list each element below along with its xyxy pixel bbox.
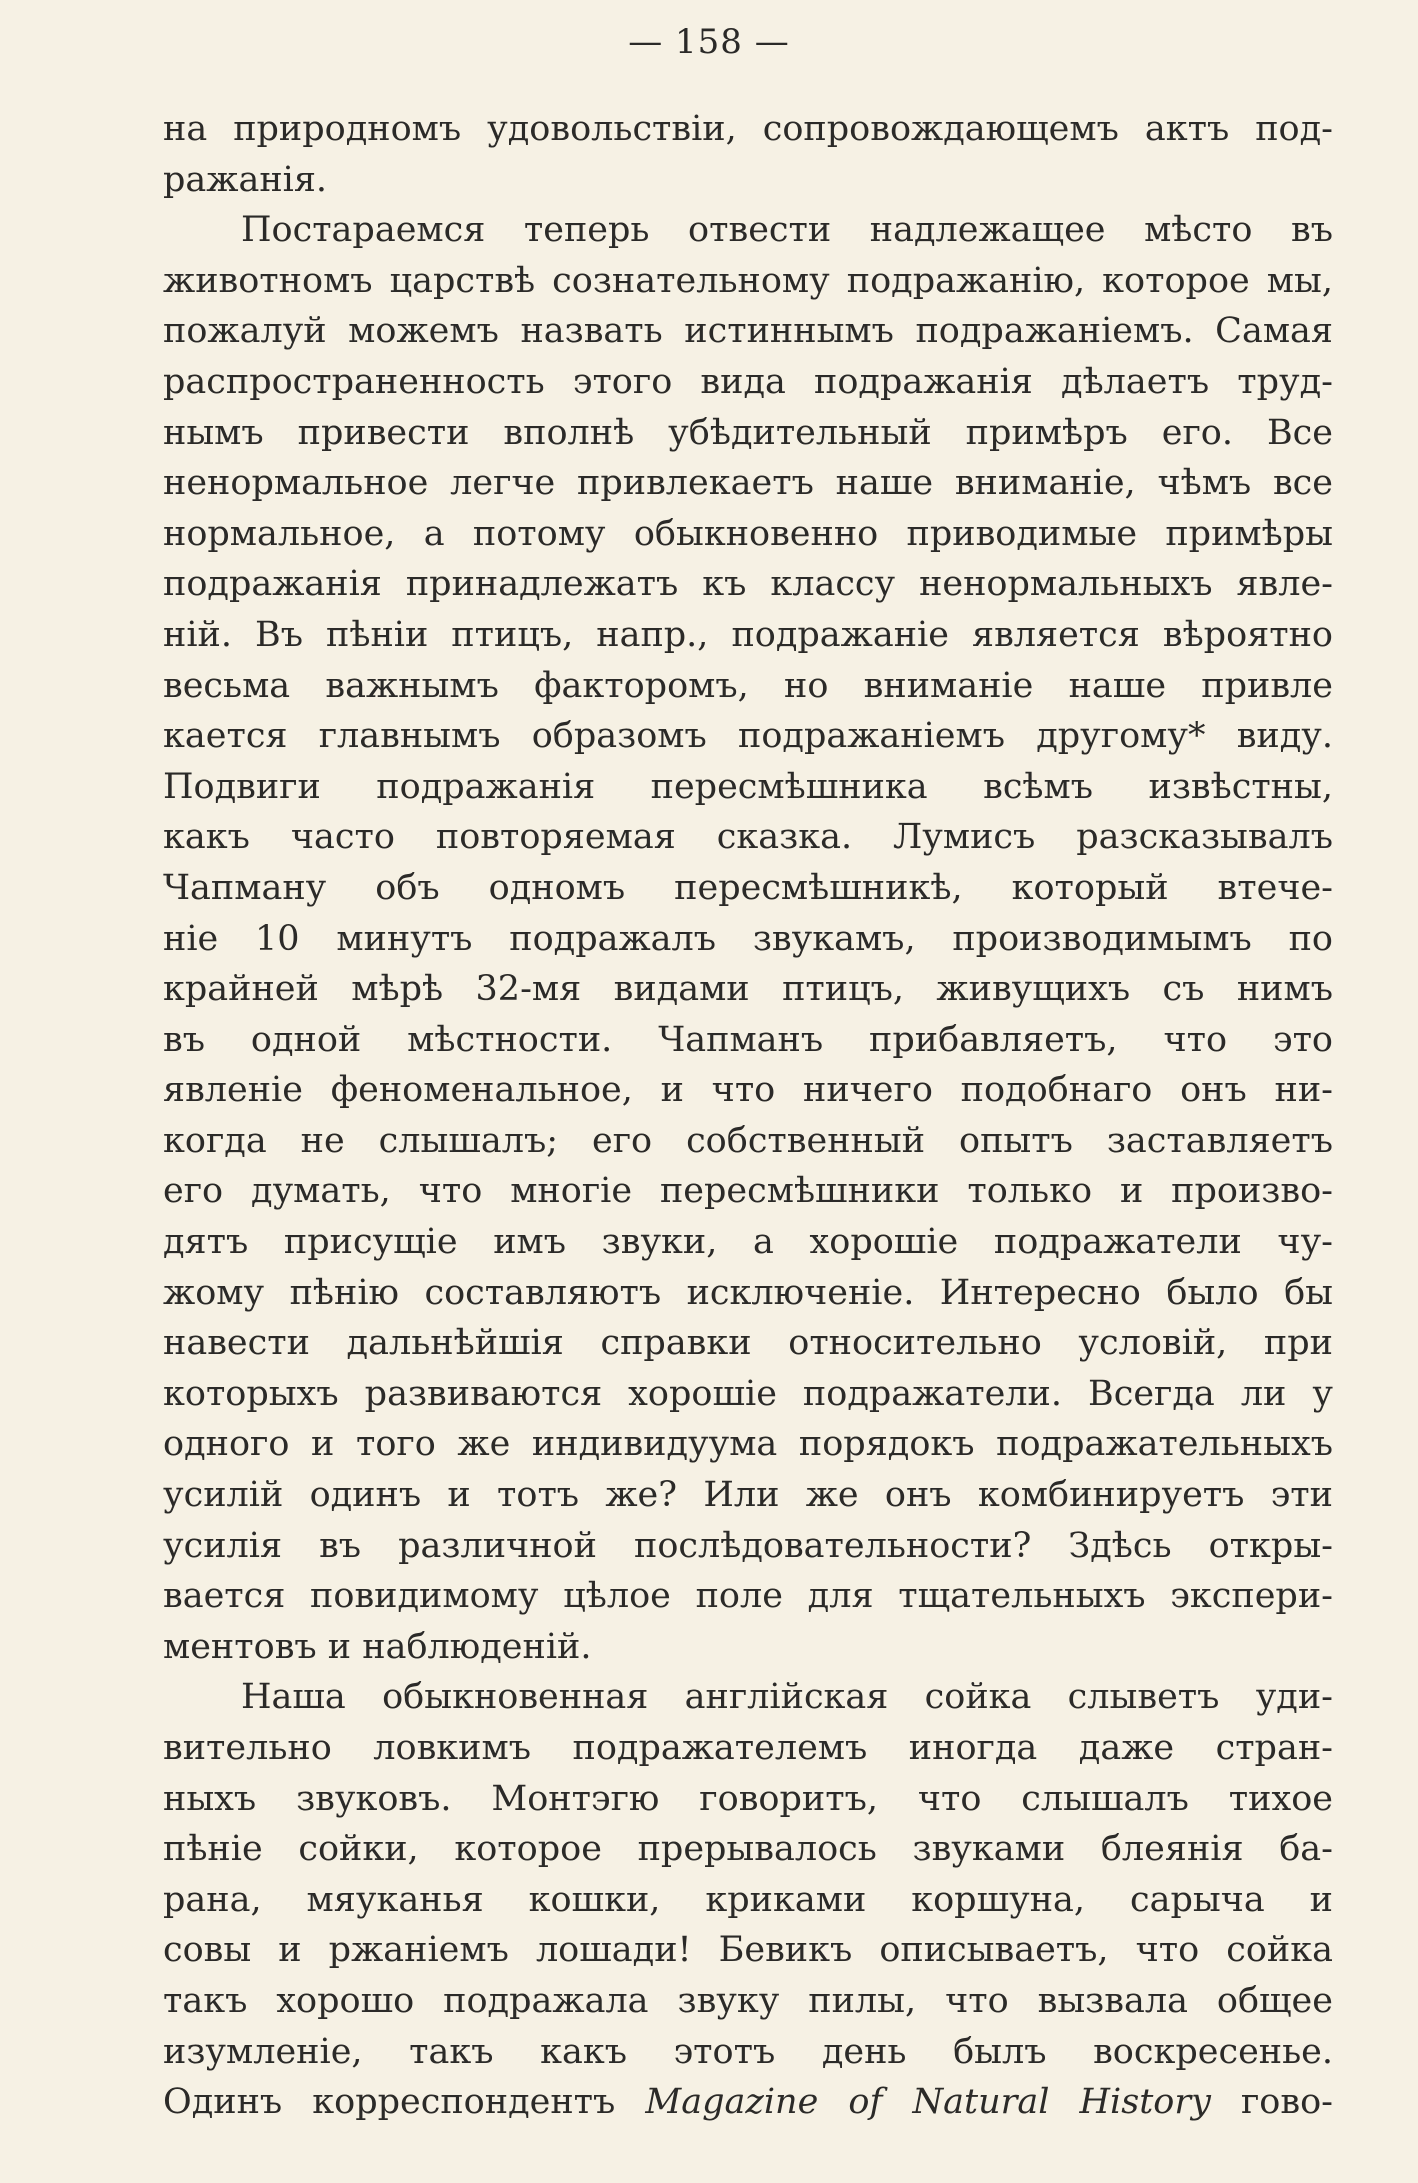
body-text <box>163 104 1333 2128</box>
text-line: его думать, что многіе пересмѣшники только и произво- <box>163 1171 1333 1212</box>
text-line: совы и ржаніемъ лошади! Бевикъ описываетъ, что сойка <box>163 1930 1333 1971</box>
text-line: которыхъ развиваются хорошіе подражатели. Всегда ли у <box>163 1373 1333 1414</box>
text-line: ній. Въ пѣніи птицъ, напр., подражаніе является вѣроятно <box>163 614 1333 655</box>
text-line: весьма важнымъ факторомъ, но вниманіе наше привле <box>163 665 1333 706</box>
text-line: навести дальнѣйшія справки относительно условій, при <box>163 1323 1333 1364</box>
text-line: усилій одинъ и тотъ же? Или же онъ комбинируетъ эти <box>163 1475 1333 1516</box>
text-line: жому пѣнію составляютъ исключеніе. Интересно было бы <box>163 1272 1333 1313</box>
text-line: ненормальное легче привлекаетъ наше вниманіе, чѣмъ все <box>163 463 1333 504</box>
text-line: такъ хорошо подражала звуку пилы, что вызвала общее <box>163 1980 1333 2021</box>
text-line: ражанія. <box>163 159 328 200</box>
text-line: пожалуй можемъ назвать истиннымъ подражаніемъ. Самая <box>163 311 1333 352</box>
text-line: вительно ловкимъ подражателемъ иногда даже стран- <box>163 1728 1333 1768</box>
text-line: дятъ присущіе имъ звуки, а хорошіе подражатели чу- <box>163 1222 1333 1263</box>
text-line: рана, мяуканья кошки, криками коршуна, сарыча и <box>163 1879 1333 1920</box>
final-line-after: гово- <box>1210 2082 1333 2123</box>
text-line: изумленіе, такъ какъ этотъ день былъ воскресенье. <box>163 2031 1333 2072</box>
text-line: животномъ царствѣ сознательному подражанію, которое мы, <box>163 260 1333 301</box>
text-line: нымъ привести вполнѣ убѣдительный примѣръ его. Все <box>163 412 1333 453</box>
text-line: ныхъ звуковъ. Монтэгю говоритъ, что слышалъ тихое <box>163 1778 1333 1819</box>
text-line: пѣніе сойки, которое прерывалось звуками блеянія ба- <box>163 1829 1333 1870</box>
text-line: явленіе феноменальное, и что ничего подобнаго онъ ни- <box>163 1070 1333 1111</box>
text-line: на природномъ удовольствіи, сопровождающемъ актъ под- <box>163 109 1333 149</box>
text-line: ментовъ и наблюденій. <box>163 1626 592 1667</box>
journal-title: Magazine of Natural History <box>645 2082 1211 2123</box>
text-line: какъ часто повторяемая сказка. Лумисъ разсказывалъ <box>163 817 1333 858</box>
text-line: ніе 10 минутъ подражалъ звукамъ, производимымъ по <box>163 918 1333 959</box>
text-line: Наша обыкновенная англійская сойка слыветъ уди- <box>241 1677 1333 1718</box>
text-line: Постараемся теперь отвести надлежащее мѣсто въ <box>241 210 1333 251</box>
text-line: подражанія принадлежатъ къ классу ненормальныхъ явле- <box>163 564 1333 605</box>
text-line: усилія въ различной послѣдовательности? Здѣсь откры- <box>163 1525 1333 1566</box>
text-line: крайней мѣрѣ 32-мя видами птицъ, живущихъ съ нимъ <box>163 969 1333 1010</box>
text-line: Чапману объ одномъ пересмѣшникѣ, который втече- <box>163 867 1333 908</box>
text-line: когда не слышалъ; его собственный опытъ заставляетъ <box>163 1120 1333 1161</box>
text-line-final <box>163 2077 1333 2128</box>
text-line: кается главнымъ образомъ подражаніемъ другому* виду. <box>163 716 1333 757</box>
text-line: вается повидимому цѣлое поле для тщательныхъ экспери- <box>163 1576 1333 1617</box>
text-line: нормальное, а потому обыкновенно приводимые примѣры <box>163 513 1333 554</box>
page-number: — 158 — <box>628 22 790 62</box>
final-line-before: Одинъ корреспондентъ <box>163 2082 646 2123</box>
text-line: Подвиги подражанія пересмѣшника всѣмъ извѣстны, <box>163 766 1333 807</box>
text-line: распространенность этого вида подражанія дѣлаетъ труд- <box>163 361 1333 402</box>
text-line: въ одной мѣстности. Чапманъ прибавляетъ, что это <box>163 1019 1333 1060</box>
text-line: одного и того же индивидуума порядокъ подражательныхъ <box>163 1424 1333 1465</box>
